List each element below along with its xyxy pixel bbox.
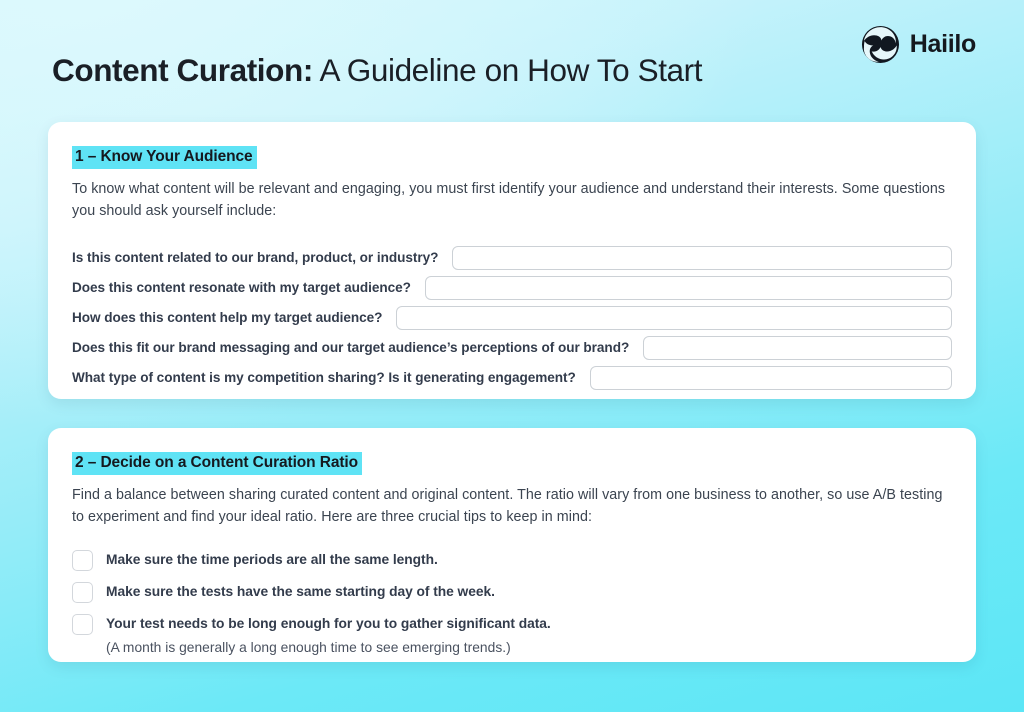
question-answer-input[interactable] bbox=[590, 366, 952, 390]
checkbox-icon[interactable] bbox=[72, 614, 93, 635]
audience-question-list bbox=[72, 243, 952, 393]
page-title-light: A Guideline on How To Start bbox=[312, 52, 703, 88]
question-answer-input[interactable] bbox=[396, 306, 952, 330]
checklist-item-note: (A month is generally a long enough time to see emerging trends.) bbox=[106, 639, 511, 655]
page-title-strong: Content Curation: bbox=[52, 52, 313, 88]
question-row bbox=[72, 273, 952, 303]
checkbox-icon[interactable] bbox=[72, 582, 93, 603]
brand-name: Haiilo bbox=[909, 30, 976, 58]
checkbox-icon[interactable] bbox=[72, 550, 93, 571]
haiilo-swirl-logo-icon bbox=[861, 25, 900, 64]
checklist-item-body bbox=[106, 582, 495, 602]
checklist-item-label: Your test needs to be long enough for you to gather significant data. bbox=[106, 615, 551, 631]
section-paragraph-1: To know what content will be relevant and engaging, you must first identify your audience and understand their interests. Some questions you should ask yourself include: bbox=[72, 180, 946, 220]
question-label: Is this content related to our brand, product, or industry? bbox=[72, 250, 439, 266]
checklist-item-body bbox=[106, 614, 551, 659]
checklist-item bbox=[72, 582, 952, 603]
section-heading-1: 1 – Know Your Audience bbox=[72, 146, 257, 169]
checklist-item-body bbox=[106, 550, 438, 570]
question-label: How does this content help my target audience? bbox=[72, 310, 383, 326]
ratio-checklist bbox=[72, 550, 952, 659]
question-label: Does this fit our brand messaging and our target audience’s perceptions of our brand? bbox=[72, 340, 630, 356]
checklist-item-label: Make sure the time periods are all the same length. bbox=[106, 551, 438, 567]
question-answer-input[interactable] bbox=[425, 276, 952, 300]
card-content bbox=[48, 122, 976, 393]
section-paragraph-2: Find a balance between sharing curated content and original content. The ratio will vary from one business to another, so use A/B testing to experiment and find your ideal ratio. Here are three crucial tips to keep in mind: bbox=[72, 486, 943, 526]
question-label: Does this content resonate with my target audience? bbox=[72, 280, 411, 296]
section-heading-2: 2 – Decide on a Content Curation Ratio bbox=[72, 452, 362, 475]
question-row bbox=[72, 363, 952, 393]
checklist-item bbox=[72, 614, 952, 659]
card-content bbox=[48, 428, 976, 659]
card-know-your-audience bbox=[48, 122, 976, 399]
page-title bbox=[52, 52, 702, 89]
page-header bbox=[0, 0, 1024, 122]
question-row bbox=[72, 333, 952, 363]
checklist-item-label: Make sure the tests have the same starting day of the week. bbox=[106, 583, 495, 599]
brand-logo bbox=[861, 25, 976, 64]
question-row bbox=[72, 243, 952, 273]
question-answer-input[interactable] bbox=[452, 246, 952, 270]
question-label: What type of content is my competition sharing? Is it generating engagement? bbox=[72, 370, 576, 386]
checklist-item bbox=[72, 550, 952, 571]
question-answer-input[interactable] bbox=[643, 336, 952, 360]
card-content-curation-ratio bbox=[48, 428, 976, 662]
question-row bbox=[72, 303, 952, 333]
